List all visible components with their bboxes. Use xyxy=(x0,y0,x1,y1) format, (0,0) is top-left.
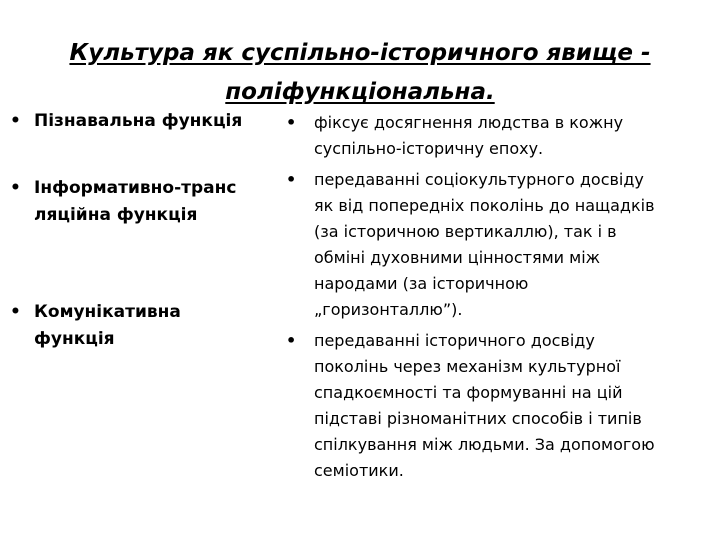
function-item-cognitive xyxy=(10,108,278,135)
slide-title-line-2: поліфункціональна. xyxy=(225,79,495,105)
bullet-icon: • xyxy=(286,113,297,132)
bullet-icon: • xyxy=(10,302,21,322)
description-line: народами (за історичною xyxy=(314,274,529,293)
function-label-line-2: ляційна функція xyxy=(34,205,198,225)
description-item-1 xyxy=(286,110,706,162)
bullet-icon: • xyxy=(10,111,21,131)
function-label: Пізнавальна функція xyxy=(34,111,243,131)
description-line: спадкоємності та формуванні на цій xyxy=(314,383,623,402)
description-line: спілкування між людьми. За допомогою xyxy=(314,435,655,454)
function-item-communicative xyxy=(10,299,278,353)
function-label-line-1: Інформативно-транс xyxy=(34,178,237,198)
function-label-line-2: функція xyxy=(34,329,115,349)
description-line: фіксує досягнення людства в кожну xyxy=(314,113,624,132)
description-item-3 xyxy=(286,328,706,484)
slide-title xyxy=(40,34,680,112)
description-line: „горизонталлю”). xyxy=(314,300,463,319)
description-line: суспільно-історичну епоху. xyxy=(314,139,544,158)
function-item-informative xyxy=(10,175,278,229)
description-item-2 xyxy=(286,167,706,323)
description-line: семіотики. xyxy=(314,461,404,480)
description-line: поколінь через механізм культурної xyxy=(314,357,621,376)
description-line: (за історичною вертикаллю), так і в xyxy=(314,222,617,241)
bullet-icon: • xyxy=(286,331,297,350)
bullet-icon: • xyxy=(10,178,21,198)
description-line: як від попередніх поколінь до нащадків xyxy=(314,196,655,215)
bullet-icon: • xyxy=(286,170,297,189)
functions-list xyxy=(10,108,278,353)
function-label-line-1: Комунікативна xyxy=(34,302,181,322)
description-line: передаванні історичного досвіду xyxy=(314,331,595,350)
slide-title-line-1: Культура як суспільно-історичного явище - xyxy=(69,40,651,66)
description-line: підставі різноманітних способів і типів xyxy=(314,409,642,428)
description-line: обміні духовними цінностями між xyxy=(314,248,601,267)
description-line: передаванні соціокультурного досвіду xyxy=(314,170,644,189)
descriptions-list xyxy=(286,110,706,489)
